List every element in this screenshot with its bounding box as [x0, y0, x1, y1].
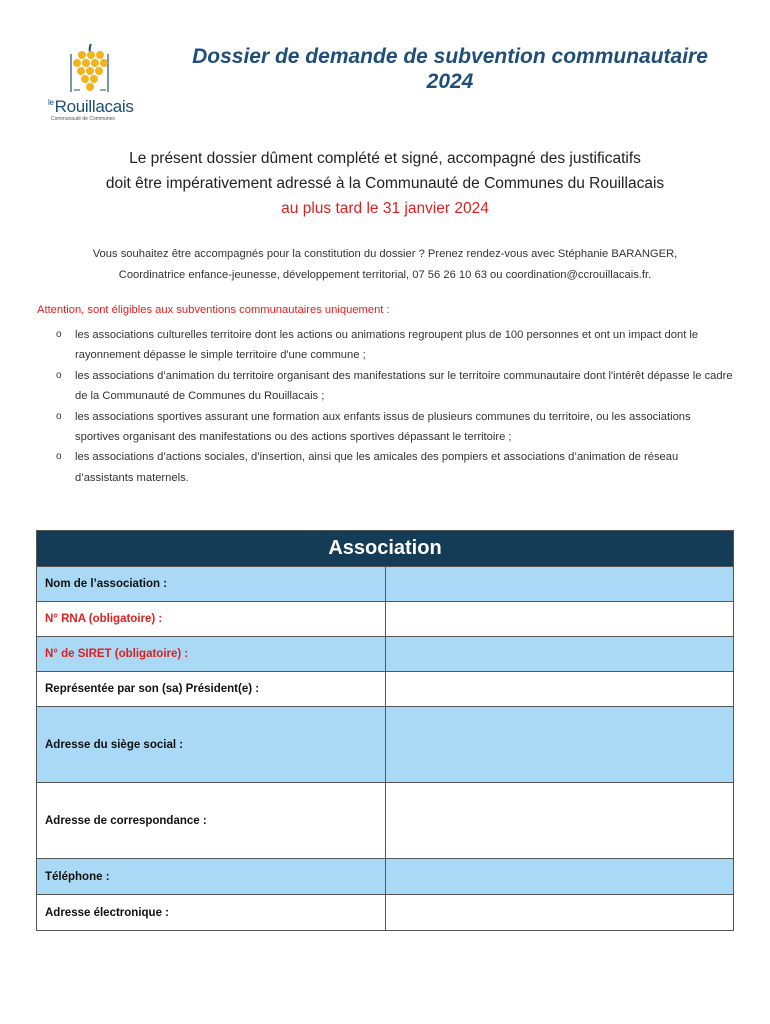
eligibility-heading: Attention, sont éligibles aux subventions communautaires uniquement : — [37, 304, 390, 316]
logo-subtitle: Communauté de Communes — [51, 116, 115, 122]
association-name-label: Nom de l’association : — [37, 567, 386, 602]
contact-paragraph — [20, 244, 750, 286]
correspondence-address-label: Adresse de correspondance : — [37, 783, 386, 859]
deadline-text: au plus tard le 31 janvier 2024 — [281, 200, 489, 217]
head-office-address-label: Adresse du siège social : — [37, 707, 386, 783]
table-row — [37, 602, 734, 637]
table-header: Association — [37, 531, 734, 567]
table-row — [37, 567, 734, 602]
phone-field[interactable] — [385, 859, 734, 895]
intro-line-2: doit être impérativement adressé à la Communauté de Communes du Rouillacais — [105, 175, 665, 192]
contact-line-2: Coordinatrice enfance-jeunesse, développement territorial, 07 56 26 10 63 ou coordination@ccrouillacais.fr. — [118, 269, 652, 281]
list-item-text: les associations culturelles territoire dont les actions ou animations regroupent plus de 100 personnes et ont un impact dont le rayonnement dépasse le simple territoire d'une commune ; — [75, 329, 699, 362]
bullet-icon: o — [56, 451, 62, 463]
list-item — [56, 366, 736, 407]
logo-wordmark — [48, 97, 134, 117]
siret-number-field[interactable] — [385, 637, 734, 672]
document-title — [160, 44, 740, 94]
phone-label: Téléphone : — [37, 859, 386, 895]
rna-number-field[interactable] — [385, 602, 734, 637]
email-label: Adresse électronique : — [37, 895, 386, 931]
email-field[interactable] — [385, 895, 734, 931]
table-row — [37, 783, 734, 859]
list-item — [56, 447, 736, 488]
list-item — [56, 407, 736, 448]
table-row — [37, 707, 734, 783]
bullet-icon: o — [56, 410, 62, 422]
list-item-text: les associations sportives assurant une formation aux enfants issus de plusieurs communes du territoire, ou les associations sportives organisant des manifestations ou des actions sportives dépassant le territoire ; — [75, 410, 691, 444]
table-row — [37, 859, 734, 895]
association-name-field[interactable] — [385, 567, 734, 602]
eligibility-list — [56, 325, 736, 488]
list-item-text: les associations d’actions sociales, d’insertion, ainsi que les amicales des pompiers et associations d’animation de réseau d’assistants maternels. — [75, 451, 679, 484]
siret-number-label: N° de SIRET (obligatoire) : — [37, 637, 386, 672]
intro-line-1: Le présent dossier dûment complété et signé, accompagné des justificatifs — [129, 150, 641, 167]
grape-cluster-icon — [44, 42, 140, 98]
bullet-icon: o — [56, 329, 62, 340]
bullet-icon: o — [56, 369, 62, 381]
table-row — [37, 895, 734, 931]
rna-number-label: N° RNA (obligatoire) : — [37, 602, 386, 637]
title-line-2: 2024 — [426, 70, 474, 93]
contact-line-1: Vous souhaitez être accompagnés pour la constitution du dossier ? Prenez rendez-vous avec Stéphanie BARANGER, — [92, 248, 678, 260]
title-line-1: Dossier de demande de subvention communautaire — [192, 45, 708, 68]
logo-prefix: le — [48, 98, 54, 107]
table-row — [37, 637, 734, 672]
rouillacais-logo — [44, 42, 140, 126]
president-label: Représentée par son (sa) Président(e) : — [37, 672, 386, 707]
table-row — [37, 672, 734, 707]
president-field[interactable] — [385, 672, 734, 707]
logo-name: Rouillacais — [54, 97, 134, 116]
association-form-table — [36, 530, 734, 931]
list-item-text: les associations d’animation du territoire organisant des manifestations sur le territoire communautaire dont l'intérêt dépasse le cadre de la Communauté de Communes du Rouillacais ; — [75, 369, 733, 403]
list-item — [56, 325, 736, 366]
intro-paragraph — [20, 146, 750, 221]
correspondence-address-field[interactable] — [385, 783, 734, 859]
head-office-address-field[interactable] — [385, 707, 734, 783]
